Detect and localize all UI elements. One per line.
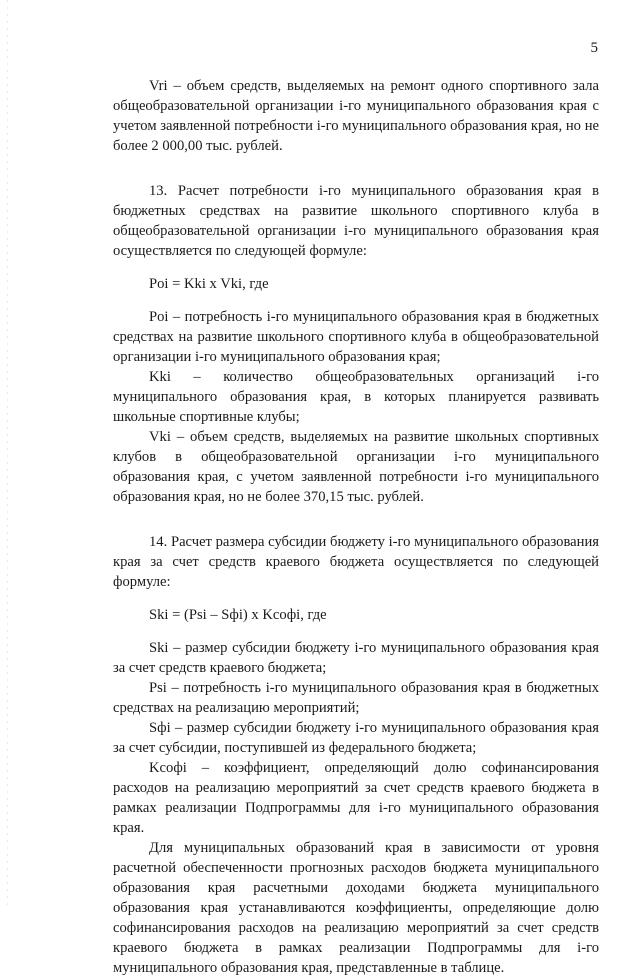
scan-edge-marks xyxy=(7,0,8,905)
document-body xyxy=(113,76,599,978)
paragraph-ski-definition: Ski – размер субсидии бюджету i-го муниципального образования края за счет средств краевого бюджета; xyxy=(113,640,599,676)
formula-13: Poi = Kki x Vki, где xyxy=(149,276,269,292)
paragraph-poi-definition: Poi – потребность i-го муниципального образования края в бюджетных средствах на развитие школьного спортивного клуба в общеобразовательной организации i-го муниципального образования края; xyxy=(113,309,599,365)
paragraph-vki-definition: Vki – объем средств, выделяемых на развитие школьных спортивных клубов в общеобразовательной организации i-го муниципального образования края, с учетом заявленной потребности i-го муниципального образования края, но не более 370,15 тыс. рублей. xyxy=(113,429,599,505)
formula-14: Ski = (Psi – Sфi) x Kсофi, где xyxy=(149,607,327,623)
paragraph-13: 13. Расчет потребности i-го муниципального образования края в бюджетных средствах на развитие школьного спортивного клуба в общеобразовательной организации i-го муниципального образования края осуществляется по следующей формуле: xyxy=(113,183,599,259)
paragraph-ksofi-definition: Kсофi – коэффициент, определяющий долю софинансирования расходов на реализацию мероприятий за счет средств краевого бюджета в рамках реализации Подпрограммы для i-го муниципального образования края. xyxy=(113,760,599,836)
paragraph-14: 14. Расчет размера субсидии бюджету i-го муниципального образования края за счет средств краевого бюджета осуществляется по следующей формуле: xyxy=(113,534,599,590)
paragraph-kki-definition: Kki – количество общеобразовательных организаций i-го муниципального образования края, в которых планируется развивать школьные спортивные клубы; xyxy=(113,369,599,425)
paragraph-psi-definition: Psi – потребность i-го муниципального образования края в бюджетных средствах на реализацию мероприятий; xyxy=(113,680,599,716)
page-number: 5 xyxy=(590,40,598,56)
paragraph-coefficients: Для муниципальных образований края в зависимости от уровня расчетной обеспеченности прогнозных расходов бюджета муниципального образования края расчетными доходами бюджета муниципального образования края устанавливаются коэффициенты, определяющие долю софинансирования расходов на реализацию мероприятий за счет средств краевого бюджета в рамках реализации Подпрограммы для i-го муниципального образования края, представленные в таблице. xyxy=(113,840,599,976)
paragraph-sfi-definition: Sфi – размер субсидии бюджету i-го муниципального образования края за счет субсидии, поступившей из федерального бюджета; xyxy=(113,720,599,756)
paragraph-vri-definition: Vri – объем средств, выделяемых на ремонт одного спортивного зала общеобразовательной организации i-го муниципального образования края с учетом заявленной потребности i-го муниципального образования края, но не более 2 000,00 тыс. рублей. xyxy=(113,78,599,154)
